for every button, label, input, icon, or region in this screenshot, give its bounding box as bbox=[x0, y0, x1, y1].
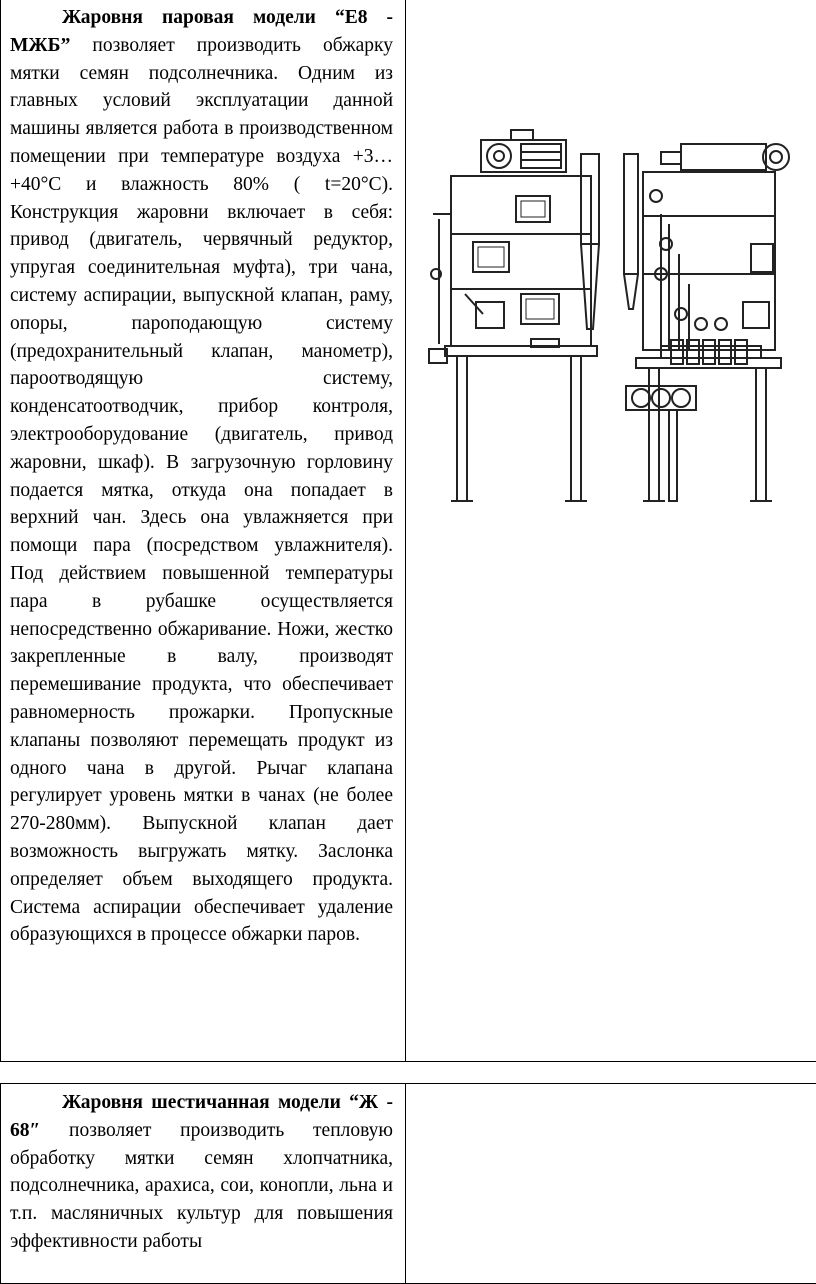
text-cell bbox=[1, 1084, 406, 1284]
steam-roaster-drawing bbox=[421, 124, 791, 509]
figure-cell-empty bbox=[406, 1084, 816, 1284]
description-text: позволяет производить обжарку мятки семян подсолнечника. Одним из главных условий эксплуатации данной машины является работа в производственном помещении при температуре воздуха +3…+40°С и влажность 80% ( t=20°С). Конструкция жаровни включает в себя: привод (двигатель, червячный редуктор, упругая соединительная муфта), три чана, систему аспирации, выпускной клапан, раму, опоры, пароподающую систему (предохранительный клапан, манометр), пароотводящую систему, конденсатоотводчик, прибор контроля, электрооборудование (двигатель, привод жаровни, шкаф). В загрузочную горловину подается мятка, откуда она попадает в верхний чан. Здесь она увлажняется при помощи пара (посредством увлажнителя). Под действием повышенной температуры пара в рубашке осуществляется непосредственно обжаривание. Ножи, жестко закрепленные в валу, производят перемешивание продукта, что обеспечивает равномерность прожарки. Пропускные клапаны позволяют перемещать продукт из одного чана в другой. Рычаг клапана регулирует уровень мятки в чанах (не более 270-280мм). Выпускной клапан дает возможность выгружать мятку. Заслонка определяет объем выходящего продукта. Система аспирации обеспечивает удаление образующихся в процессе обжарки паров. bbox=[10, 35, 393, 946]
description-text: позволяет производить тепловую обработку мятки семян хлопчатника, подсолнечника, арахиса, сои, конопли, льна и т.п. масляничных культур для повышения эффективности работы bbox=[10, 1120, 393, 1252]
model-title: Жаровня шестичанная модели “Ж - 68″ bbox=[10, 1092, 393, 1141]
figure-cell bbox=[406, 0, 816, 1062]
table-zh-68 bbox=[0, 1083, 816, 1284]
paragraph-zh-68 bbox=[1, 1084, 405, 1256]
paragraph-e8-mzhb bbox=[1, 0, 405, 949]
text-cell bbox=[1, 0, 406, 1062]
model-title: Жаровня паровая модели “Е8 - МЖБ” bbox=[10, 7, 393, 56]
